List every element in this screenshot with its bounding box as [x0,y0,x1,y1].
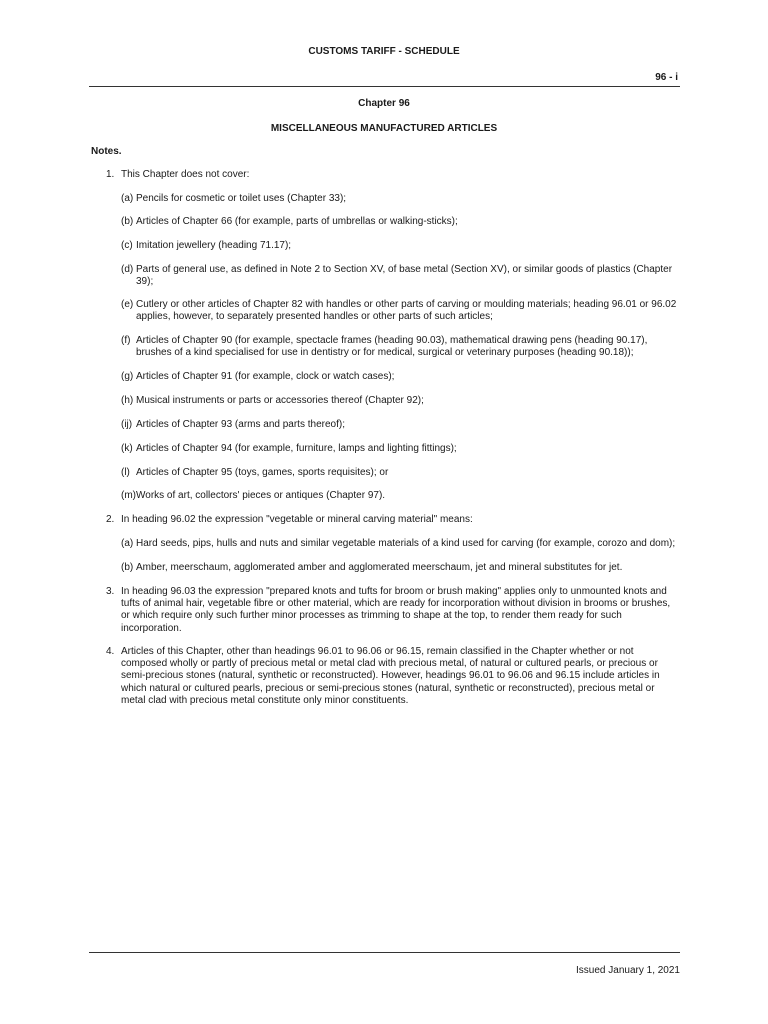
footer-divider [89,952,680,953]
chapter-title: MISCELLANEOUS MANUFACTURED ARTICLES [270,123,498,134]
page-number: 96 - i [655,72,678,83]
item-label: (l) [121,467,130,478]
item-label: (k) [121,443,133,454]
issued-date: Issued January 1, 2021 [576,965,680,976]
item-label: (e) [121,299,134,310]
document-header-title: CUSTOMS TARIFF - SCHEDULE [308,46,460,57]
notes-heading: Notes. [91,146,122,157]
item-text: Articles of Chapter 91 (for example, clock or watch cases); [136,371,395,382]
item-text: Imitation jewellery (heading 71.17); [136,240,292,251]
item-label: (h) [121,395,134,406]
item-text: Musical instruments or parts or accessories thereof (Chapter 92); [136,395,424,406]
item-text: Articles of Chapter 95 (toys, games, sports requisites); or [136,467,389,478]
item-text: Articles of Chapter 93 (arms and parts thereof); [136,419,345,430]
note-number: 4. [106,646,115,657]
note-text: In heading 96.02 the expression "vegetable or mineral carving material" means: [121,514,473,525]
item-text: Articles of Chapter 94 (for example, furniture, lamps and lighting fittings); [136,443,457,454]
item-text: Pencils for cosmetic or toilet uses (Chapter 33); [136,193,347,204]
note-text: In heading 96.03 the expression "prepared knots and tufts for broom or brush making" applies only to unmounted knots and tufts of animal hair, vegetable fibre or other material, which are ready for incorporation without division in brooms or brushes, or which require only such further minor processes as trimming to shape at the top, to render them ready for such incorporation. [121,586,671,634]
note-text: This Chapter does not cover: [121,169,250,180]
item-label: (ij) [121,419,133,430]
item-label: (b) [121,216,134,227]
item-text: Amber, meerschaum, agglomerated amber and agglomerated meerschaum, jet and mineral substitutes for jet. [136,562,623,573]
item-text: Articles of Chapter 66 (for example, parts of umbrellas or walking-sticks); [136,216,458,227]
chapter-number: Chapter 96 [358,98,410,109]
item-text: Hard seeds, pips, hulls and nuts and similar vegetable materials of a kind used for carving (for example, corozo and dom); [136,538,676,549]
item-label: (c) [121,240,133,251]
item-label: (g) [121,371,134,382]
item-text: Parts of general use, as defined in Note 2 to Section XV, of base metal (Section XV), or similar goods of plastics (Chapter 39); [136,264,673,288]
note-number: 1. [106,169,115,180]
item-text: Works of art, collectors' pieces or antiques (Chapter 97). [136,490,386,501]
item-label: (b) [121,562,134,573]
item-label: (f) [121,335,131,346]
item-label: (d) [121,264,134,275]
item-text: Articles of Chapter 90 (for example, spectacle frames (heading 90.03), mathematical drawing pens (heading 90.17), brushes of a kind specialised for use in dentistry or for medical, surgical or veterinary purposes (heading 90.18)); [136,335,648,359]
item-label: (a) [121,193,134,204]
item-text: Cutlery or other articles of Chapter 82 with handles or other parts of carving or moulding materials; heading 96.01 or 96.02 applies, however, to separately presented handles or other parts of such articles; [136,299,677,323]
note-number: 3. [106,586,115,597]
item-label: (m) [121,490,136,501]
item-label: (a) [121,538,134,549]
note-number: 2. [106,514,115,525]
note-text: Articles of this Chapter, other than headings 96.01 to 96.06 or 96.15, remain classified in the Chapter whether or not composed wholly or partly of precious metal or metal clad with precious metal, of natural or cultured pearls, or precious or semi-precious stones (natural, synthetic or reconstructed). However, headings 96.01 to 96.06 and 96.15 include articles in which natural or cultured pearls, precious or semi-precious stones (natural, synthetic or reconstructed), precious metal or metal clad with precious metal constitute only minor constituents. [121,646,660,706]
header-divider [89,86,680,87]
